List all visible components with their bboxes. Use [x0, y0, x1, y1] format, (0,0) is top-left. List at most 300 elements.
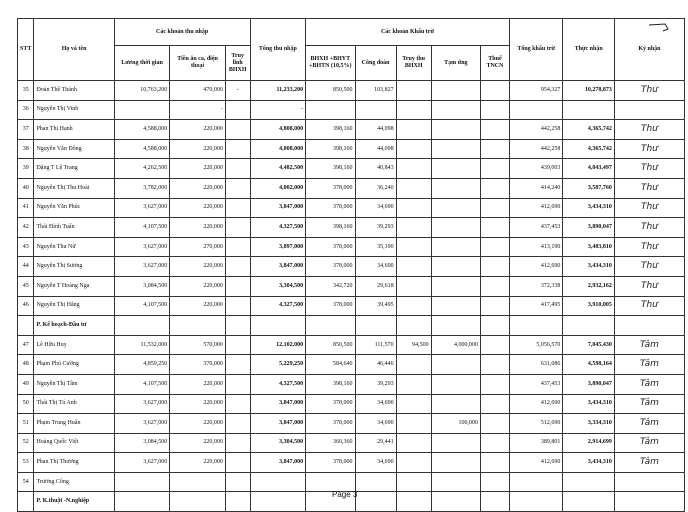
section-empty-cell: [114, 492, 170, 512]
cell-rec-ded: [396, 198, 431, 218]
cell-total: 3,847,000: [250, 257, 306, 277]
cell-total: [250, 472, 306, 492]
cell-rec-ded: [396, 472, 431, 492]
cell-union: 39,293: [355, 218, 396, 238]
cell-stt: 42: [18, 218, 34, 238]
cell-adv: [431, 198, 480, 218]
table-row: [18, 159, 685, 179]
cell-tax: [481, 81, 510, 101]
cell-net: 3,890,047: [563, 374, 614, 394]
header-salary: Lương thời gian: [114, 46, 170, 81]
header-recover-deduct: Truy thu BHXH: [396, 46, 431, 81]
cell-ins: 850,500: [306, 81, 355, 101]
cell-net: 3,483,810: [563, 237, 614, 257]
table-row: [18, 414, 685, 434]
table-row: [18, 237, 685, 257]
cell-stt: 45: [18, 276, 34, 296]
cell-tded: 412,690: [509, 394, 563, 414]
cell-tax: [481, 100, 510, 120]
cell-union: 36,240: [355, 178, 396, 198]
cell-tax: [481, 453, 510, 473]
cell-sig: Thư: [614, 296, 684, 316]
cell-name: Nguyễn Thị Thu Hoài: [34, 178, 114, 198]
cell-sig: Tâm: [614, 414, 684, 434]
cell-net: 3,434,310: [563, 198, 614, 218]
cell-ins: 378,000: [306, 198, 355, 218]
cell-sig: Thư: [614, 139, 684, 159]
cell-name: Đoàn Thế Thành: [34, 81, 114, 101]
cell-ins: 398,160: [306, 120, 355, 140]
cell-stt: 36: [18, 100, 34, 120]
cell-meal: 270,000: [170, 237, 226, 257]
cell-sig: Tâm: [614, 335, 684, 355]
cell-salary: 3,782,000: [114, 178, 170, 198]
cell-recover: [225, 433, 250, 453]
cell-tax: [481, 139, 510, 159]
cell-tded: 412,690: [509, 198, 563, 218]
section-empty-cell: [563, 492, 614, 512]
cell-union: 39,495: [355, 296, 396, 316]
cell-name: Thái Thị Tú Anh: [34, 394, 114, 414]
section-empty-cell: [481, 492, 510, 512]
header-net: Thực nhận: [563, 19, 614, 81]
table-row: [18, 335, 685, 355]
cell-meal: 470,000: [170, 81, 226, 101]
header-sign: Ký nhận: [614, 19, 684, 81]
cell-recover: [225, 139, 250, 159]
cell-recover: [225, 257, 250, 277]
header-name: Họ và tên: [34, 19, 114, 81]
cell-adv: [431, 100, 480, 120]
cell-tded: 439,003: [509, 159, 563, 179]
table-row: [18, 178, 685, 198]
cell-union: 111,570: [355, 335, 396, 355]
cell-meal: 570,000: [170, 335, 226, 355]
cell-name: Nguyễn Thu Nữ: [34, 237, 114, 257]
cell-name: Trương Công: [34, 472, 114, 492]
cell-net: 3,434,310: [563, 257, 614, 277]
cell-union: 29,618: [355, 276, 396, 296]
cell-adv: [431, 433, 480, 453]
cell-adv: [431, 453, 480, 473]
table-row: [18, 100, 685, 120]
cell-recover: [225, 374, 250, 394]
cell-salary: 3,084,500: [114, 433, 170, 453]
cell-salary: 3,084,500: [114, 276, 170, 296]
cell-tax: [481, 178, 510, 198]
cell-stt: 37: [18, 120, 34, 140]
cell-net: 7,045,430: [563, 335, 614, 355]
cell-stt: 41: [18, 198, 34, 218]
cell-net: [563, 100, 614, 120]
cell-adv: [431, 374, 480, 394]
cell-sig: Tâm: [614, 394, 684, 414]
cell-tded: 417,495: [509, 296, 563, 316]
cell-ins: 342,720: [306, 276, 355, 296]
cell-union: 39,293: [355, 374, 396, 394]
cell-ins: 378,000: [306, 414, 355, 434]
cell-tded: 512,690: [509, 414, 563, 434]
cell-tded: 5,056,570: [509, 335, 563, 355]
cell-tax: [481, 198, 510, 218]
cell-net: 4,043,497: [563, 159, 614, 179]
cell-stt: 50: [18, 394, 34, 414]
cell-sig: Thư: [614, 81, 684, 101]
cell-ins: 360,360: [306, 433, 355, 453]
cell-stt: 51: [18, 414, 34, 434]
table-row: [18, 296, 685, 316]
cell-adv: [431, 237, 480, 257]
cell-union: 34,690: [355, 414, 396, 434]
cell-total: 4,327,500: [250, 296, 306, 316]
cell-name: Lê Hữu Huy: [34, 335, 114, 355]
cell-stt: 40: [18, 178, 34, 198]
cell-net: [563, 472, 614, 492]
cell-meal: 220,000: [170, 394, 226, 414]
cell-name: Nguyễn Thị Sương: [34, 257, 114, 277]
cell-recover: [225, 394, 250, 414]
cell-name: Nguyễn Văn Phúc: [34, 198, 114, 218]
cell-rec-ded: [396, 414, 431, 434]
cell-tax: [481, 257, 510, 277]
cell-tded: 954,327: [509, 81, 563, 101]
cell-sig: [614, 100, 684, 120]
cell-stt: 47: [18, 335, 34, 355]
section-empty-cell: [563, 316, 614, 336]
cell-union: [355, 472, 396, 492]
cell-salary: 10,763,200: [114, 81, 170, 101]
cell-adv: [431, 355, 480, 375]
table-row: [18, 453, 685, 473]
cell-union: 103,827: [355, 81, 396, 101]
cell-total: 3,304,500: [250, 276, 306, 296]
cell-adv: [431, 218, 480, 238]
cell-sig: Tâm: [614, 355, 684, 375]
cell-meal: 220,000: [170, 374, 226, 394]
table-row: [18, 81, 685, 101]
section-empty-cell: [114, 316, 170, 336]
cell-rec-ded: [396, 257, 431, 277]
cell-rec-ded: [396, 218, 431, 238]
cell-name: Nguyễn Văn Đông: [34, 139, 114, 159]
section-empty-cell: [614, 492, 684, 512]
cell-stt: 39: [18, 159, 34, 179]
cell-tded: 442,258: [509, 139, 563, 159]
cell-meal: 220,000: [170, 433, 226, 453]
cell-total: 3,847,000: [250, 394, 306, 414]
cell-rec-ded: [396, 237, 431, 257]
cell-tax: [481, 414, 510, 434]
cell-name: Phan Thị Thương: [34, 453, 114, 473]
section-empty-cell: [396, 316, 431, 336]
cell-meal: 220,000: [170, 276, 226, 296]
cell-recover: [225, 276, 250, 296]
header-stt: STT: [18, 19, 34, 81]
table-row: [18, 218, 685, 238]
section-empty-cell: [170, 492, 226, 512]
cell-rec-ded: [396, 178, 431, 198]
cell-total: 3,304,500: [250, 433, 306, 453]
cell-total: 11,233,200: [250, 81, 306, 101]
section-empty-cell: [396, 492, 431, 512]
cell-union: 34,690: [355, 257, 396, 277]
cell-meal: 220,000: [170, 218, 226, 238]
cell-union: 34,690: [355, 453, 396, 473]
cell-sig: Thư: [614, 237, 684, 257]
cell-ins: [306, 100, 355, 120]
cell-net: 3,334,310: [563, 414, 614, 434]
section-row: [18, 316, 685, 336]
table-body: [18, 81, 685, 512]
cell-sig: Thư: [614, 159, 684, 179]
cell-adv: [431, 394, 480, 414]
cell-total: 4,002,000: [250, 178, 306, 198]
cell-adv: [431, 276, 480, 296]
cell-union: 34,690: [355, 198, 396, 218]
section-label: P. K.thuật -N.nghiệp: [34, 492, 114, 512]
cell-tded: 442,258: [509, 120, 563, 140]
cell-salary: 3,627,000: [114, 198, 170, 218]
page-number: Page 3: [332, 490, 358, 499]
header-total-deduct: Tổng khấu trừ: [509, 19, 563, 81]
cell-total: 4,327,500: [250, 374, 306, 394]
table-row: [18, 355, 685, 375]
cell-salary: 3,627,000: [114, 453, 170, 473]
header-total-income: Tổng thu nhập: [250, 19, 306, 81]
section-stt-cell: [18, 316, 34, 336]
cell-tax: [481, 433, 510, 453]
cell-rec-ded: [396, 139, 431, 159]
cell-ins: 378,000: [306, 296, 355, 316]
table-row: [18, 120, 685, 140]
cell-meal: 220,000: [170, 257, 226, 277]
cell-recover: [225, 335, 250, 355]
cell-stt: 38: [18, 139, 34, 159]
cell-ins: 378,000: [306, 178, 355, 198]
cell-tax: [481, 120, 510, 140]
cell-adv: [431, 296, 480, 316]
cell-total: 4,482,500: [250, 159, 306, 179]
section-empty-cell: [250, 492, 306, 512]
cell-meal: [170, 472, 226, 492]
cell-adv: [431, 257, 480, 277]
cell-salary: 3,627,000: [114, 237, 170, 257]
cell-total: 3,847,000: [250, 414, 306, 434]
section-label: P. Kế hoạch-Đầu tư: [34, 316, 114, 336]
cell-tax: [481, 472, 510, 492]
cell-salary: 3,627,000: [114, 414, 170, 434]
cell-union: 29,441: [355, 433, 396, 453]
table-row: [18, 276, 685, 296]
cell-recover: [225, 159, 250, 179]
cell-total: 3,847,000: [250, 453, 306, 473]
section-stt-cell: [18, 492, 34, 512]
cell-tax: [481, 374, 510, 394]
header-income-group: Các khoản thu nhập: [114, 19, 250, 46]
cell-net: 2,932,162: [563, 276, 614, 296]
section-empty-cell: [431, 316, 480, 336]
cell-net: 4,365,742: [563, 120, 614, 140]
cell-union: 40,843: [355, 159, 396, 179]
cell-sig: Thư: [614, 198, 684, 218]
cell-salary: 4,588,000: [114, 139, 170, 159]
cell-salary: 4,107,500: [114, 374, 170, 394]
cell-stt: 52: [18, 433, 34, 453]
cell-adv: [431, 120, 480, 140]
header-insurance: BHXH +BHYT +BHTN (10,5%): [306, 46, 355, 81]
cell-tax: [481, 159, 510, 179]
cell-rec-ded: [396, 296, 431, 316]
cell-net: 3,434,310: [563, 453, 614, 473]
cell-meal: 220,000: [170, 120, 226, 140]
cell-union: 46,446: [355, 355, 396, 375]
cell-stt: 46: [18, 296, 34, 316]
cell-ins: 398,160: [306, 159, 355, 179]
cell-sig: Thư: [614, 276, 684, 296]
cell-union: 34,690: [355, 394, 396, 414]
cell-net: 3,910,005: [563, 296, 614, 316]
cell-stt: 53: [18, 453, 34, 473]
cell-stt: 48: [18, 355, 34, 375]
cell-union: 44,098: [355, 139, 396, 159]
cell-ins: 378,000: [306, 237, 355, 257]
cell-total: -: [250, 100, 306, 120]
cell-rec-ded: [396, 355, 431, 375]
cell-recover: [225, 100, 250, 120]
cell-meal: 220,000: [170, 198, 226, 218]
cell-salary: 4,859,250: [114, 355, 170, 375]
cell-ins: 398,160: [306, 218, 355, 238]
cell-tded: 413,190: [509, 237, 563, 257]
cell-rec-ded: [396, 81, 431, 101]
cell-ins: 850,500: [306, 335, 355, 355]
cell-recover: [225, 120, 250, 140]
cell-tded: 389,801: [509, 433, 563, 453]
cell-tded: [509, 472, 563, 492]
cell-rec-ded: [396, 433, 431, 453]
cell-net: 2,914,699: [563, 433, 614, 453]
cell-rec-ded: 94,500: [396, 335, 431, 355]
cell-net: 4,598,164: [563, 355, 614, 375]
cell-rec-ded: [396, 453, 431, 473]
cell-recover: -: [225, 81, 250, 101]
cell-rec-ded: [396, 394, 431, 414]
section-empty-cell: [509, 492, 563, 512]
cell-tax: [481, 296, 510, 316]
section-empty-cell: [431, 492, 480, 512]
handwritten-mark-icon: [648, 22, 670, 32]
section-empty-cell: [225, 316, 250, 336]
cell-tded: 412,690: [509, 453, 563, 473]
cell-tded: 437,453: [509, 374, 563, 394]
header-recover-income: Truy lĩnh BHXH: [225, 46, 250, 81]
payroll-table: [17, 18, 685, 512]
table-row: [18, 198, 685, 218]
cell-name: Phạm Phú Cường: [34, 355, 114, 375]
cell-name: Nguyễn T Hoàng Nga: [34, 276, 114, 296]
cell-tded: 372,338: [509, 276, 563, 296]
table-row: [18, 257, 685, 277]
cell-recover: [225, 296, 250, 316]
cell-meal: 220,000: [170, 159, 226, 179]
cell-stt: 54: [18, 472, 34, 492]
cell-ins: 584,640: [306, 355, 355, 375]
cell-name: Nguyễn Thị Hằng: [34, 296, 114, 316]
cell-name: Thái Đình Tuấn: [34, 218, 114, 238]
cell-sig: Tâm: [614, 374, 684, 394]
cell-net: 3,587,760: [563, 178, 614, 198]
cell-salary: 4,588,000: [114, 120, 170, 140]
cell-name: Phan Thị Hạnh: [34, 120, 114, 140]
section-empty-cell: [306, 316, 355, 336]
cell-recover: [225, 237, 250, 257]
cell-ins: 398,160: [306, 374, 355, 394]
cell-rec-ded: [396, 120, 431, 140]
cell-adv: 100,000: [431, 414, 480, 434]
cell-recover: [225, 178, 250, 198]
header-tax: Thuế TNCN: [481, 46, 510, 81]
cell-tax: [481, 355, 510, 375]
table-row: [18, 433, 685, 453]
cell-total: 4,808,000: [250, 139, 306, 159]
cell-rec-ded: [396, 276, 431, 296]
cell-tded: 412,690: [509, 257, 563, 277]
cell-salary: [114, 100, 170, 120]
cell-tax: [481, 335, 510, 355]
cell-meal: 220,000: [170, 453, 226, 473]
header-advance: Tạm ứng: [431, 46, 480, 81]
cell-salary: [114, 472, 170, 492]
cell-sig: [614, 472, 684, 492]
cell-total: 12,102,000: [250, 335, 306, 355]
cell-recover: [225, 453, 250, 473]
cell-union: [355, 100, 396, 120]
cell-net: 3,890,047: [563, 218, 614, 238]
cell-salary: 3,627,000: [114, 394, 170, 414]
cell-salary: 4,107,500: [114, 296, 170, 316]
cell-tax: [481, 218, 510, 238]
cell-tded: [509, 100, 563, 120]
cell-ins: 378,000: [306, 453, 355, 473]
cell-sig: Thư: [614, 178, 684, 198]
cell-total: 3,847,000: [250, 198, 306, 218]
cell-name: Phạm Trung Huấn: [34, 414, 114, 434]
cell-name: Nguyễn Thị Tâm: [34, 374, 114, 394]
cell-sig: Thư: [614, 257, 684, 277]
section-empty-cell: [355, 316, 396, 336]
section-empty-cell: [481, 316, 510, 336]
cell-adv: [431, 178, 480, 198]
section-empty-cell: [614, 316, 684, 336]
cell-recover: [225, 218, 250, 238]
cell-stt: 44: [18, 257, 34, 277]
cell-adv: 4,000,000: [431, 335, 480, 355]
header-union: Công đoàn: [355, 46, 396, 81]
cell-tax: [481, 394, 510, 414]
cell-tded: 437,453: [509, 218, 563, 238]
cell-tax: [481, 276, 510, 296]
table-row: [18, 394, 685, 414]
cell-stt: 49: [18, 374, 34, 394]
cell-tded: 414,240: [509, 178, 563, 198]
cell-tded: 631,086: [509, 355, 563, 375]
cell-adv: [431, 472, 480, 492]
cell-union: 44,098: [355, 120, 396, 140]
cell-salary: 4,262,500: [114, 159, 170, 179]
cell-salary: 3,627,000: [114, 257, 170, 277]
cell-meal: 220,000: [170, 178, 226, 198]
cell-ins: 378,000: [306, 257, 355, 277]
